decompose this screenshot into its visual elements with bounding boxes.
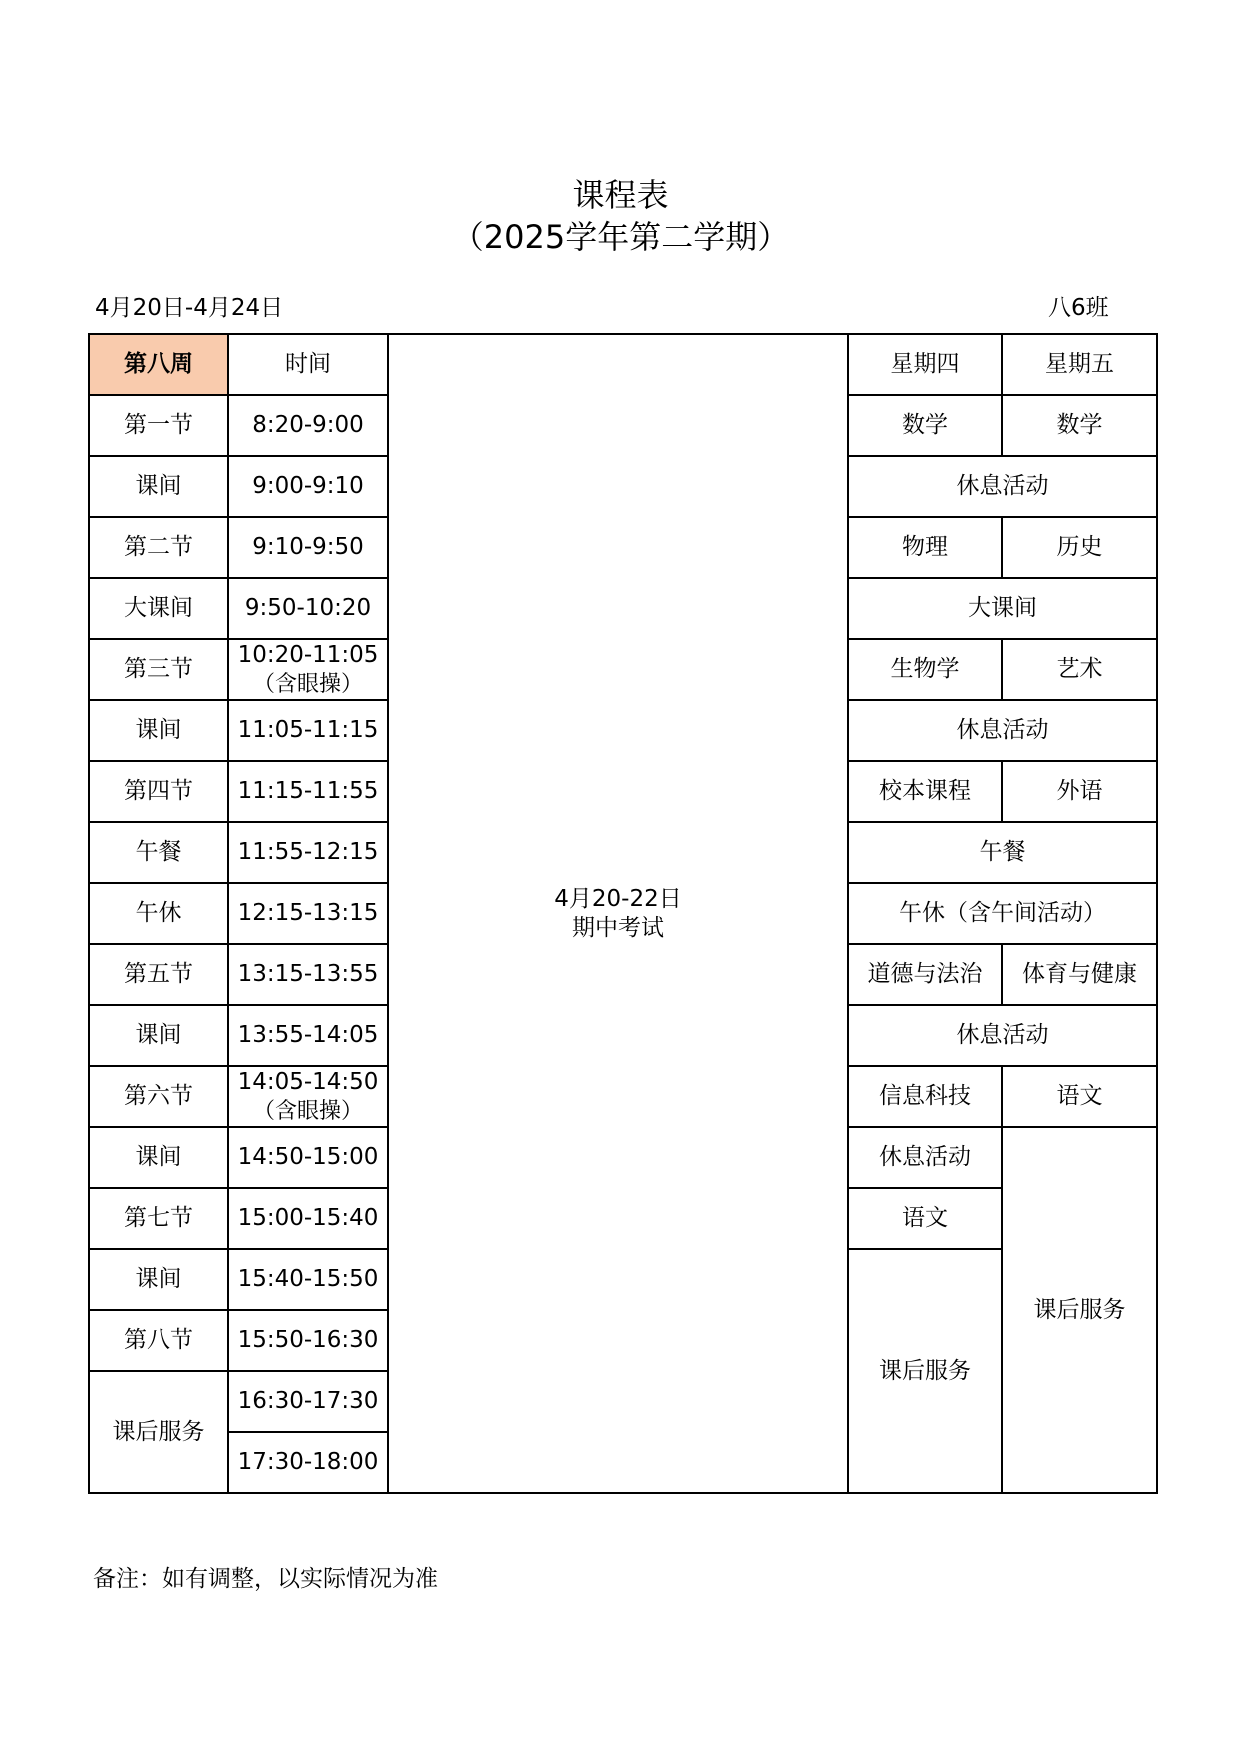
period-cell: 第六节 [89,1066,228,1127]
time-cell: 8:20-9:00 [228,395,388,456]
exam-cell [388,334,848,1493]
friday-cell: 语文 [1002,1066,1157,1127]
thursday-cell: 校本课程 [848,761,1002,822]
date-range: 4月20日-4月24日 [95,295,284,321]
period-cell: 大课间 [89,578,228,639]
period-cell: 第七节 [89,1188,228,1249]
period-cell: 第八节 [89,1310,228,1371]
friday-cell: 艺术 [1002,639,1157,700]
time-cell [228,639,388,700]
period-cell: 第二节 [89,517,228,578]
thursday-cell: 生物学 [848,639,1002,700]
thursday-cell: 物理 [848,517,1002,578]
friday-after-school-cell: 课后服务 [1002,1127,1157,1493]
time-cell: 13:15-13:55 [228,944,388,1005]
time-cell: 15:00-15:40 [228,1188,388,1249]
time-cell: 15:40-15:50 [228,1249,388,1310]
period-cell: 第一节 [89,395,228,456]
class-name: 八6班 [1048,295,1109,321]
period-cell: 课间 [89,1127,228,1188]
time-cell: 11:05-11:15 [228,700,388,761]
time-cell: 11:55-12:15 [228,822,388,883]
shared-activity-cell: 休息活动 [848,1005,1157,1066]
time-cell: 17:30-18:00 [228,1432,388,1493]
shared-activity-cell: 大课间 [848,578,1157,639]
time-cell: 15:50-16:30 [228,1310,388,1371]
period-cell: 第五节 [89,944,228,1005]
time-cell: 11:15-11:55 [228,761,388,822]
thursday-cell: 信息科技 [848,1066,1002,1127]
thursday-cell: 休息活动 [848,1127,1002,1188]
time-value: 10:20-11:05 [237,641,379,668]
thursday-cell: 道德与法治 [848,944,1002,1005]
shared-activity-cell: 休息活动 [848,700,1157,761]
thursday-cell: 语文 [848,1188,1002,1249]
time-cell: 14:50-15:00 [228,1127,388,1188]
time-value: 14:05-14:50 [237,1068,379,1095]
week-header: 第八周 [89,334,228,395]
thursday-after-school-cell: 课后服务 [848,1249,1002,1493]
time-note: （含眼操） [252,671,363,697]
thursday-cell: 数学 [848,395,1002,456]
period-cell: 第三节 [89,639,228,700]
thursday-header: 星期四 [848,334,1002,395]
friday-header: 星期五 [1002,334,1157,395]
period-cell: 课后服务 [89,1371,228,1493]
period-cell: 午休 [89,883,228,944]
friday-cell: 体育与健康 [1002,944,1157,1005]
period-cell: 课间 [89,1249,228,1310]
exam-date: 4月20-22日 [554,885,682,912]
time-cell [228,1066,388,1127]
friday-cell: 数学 [1002,395,1157,456]
friday-cell: 历史 [1002,517,1157,578]
time-cell: 9:00-9:10 [228,456,388,517]
period-cell: 课间 [89,700,228,761]
page-title: 课程表 [572,176,669,214]
period-cell: 午餐 [89,822,228,883]
time-cell: 12:15-13:15 [228,883,388,944]
time-header: 时间 [228,334,388,395]
friday-cell: 外语 [1002,761,1157,822]
period-cell: 课间 [89,456,228,517]
exam-label: 期中考试 [572,914,664,941]
shared-activity-cell: 休息活动 [848,456,1157,517]
shared-activity-cell: 午餐 [848,822,1157,883]
header-row [89,334,1157,395]
footnote: 备注：如有调整，以实际情况为准 [93,1566,438,1592]
page-subtitle: （2025学年第二学期） [451,218,790,256]
time-cell: 16:30-17:30 [228,1371,388,1432]
time-cell: 9:10-9:50 [228,517,388,578]
time-note: （含眼操） [252,1098,363,1124]
period-cell: 第四节 [89,761,228,822]
shared-activity-cell: 午休（含午间活动） [848,883,1157,944]
schedule-table [88,333,1158,1494]
time-cell: 13:55-14:05 [228,1005,388,1066]
time-cell: 9:50-10:20 [228,578,388,639]
period-cell: 课间 [89,1005,228,1066]
